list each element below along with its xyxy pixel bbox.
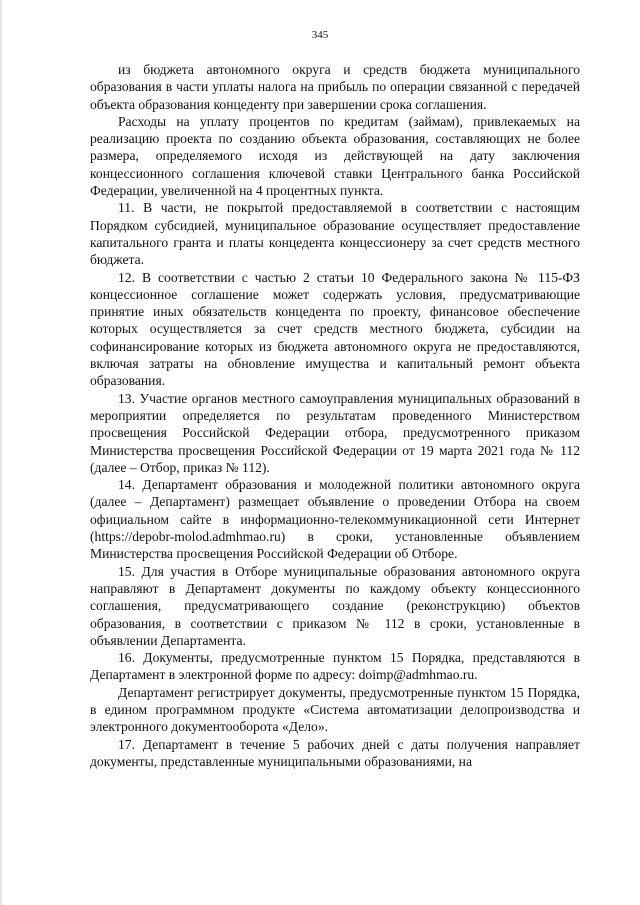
paragraph-16: 16. Документы, предусмотренные пунктом 15 Порядка, представляются в Департамент в электронной форме по адресу: doimp@admhmao.ru.	[90, 650, 580, 683]
paragraph-17: 17. Департамент в течение 5 рабочих дней с даты получения направляет документы, представленные муниципальными образованиями, на	[90, 736, 580, 769]
paragraph-13: 13. Участие органов местного самоуправления муниципальных образований в мероприятии определяется по результатам проведенного Министерством просвещения Российской Федерации отбора, предусмотренного приказом Министерства просвещения Российской Федерации от 19 марта 2021 года № 112 (далее – Отбор, приказ № 112).	[90, 390, 580, 475]
paragraph-11: 11. В части, не покрытой предоставляемой в соответствии с настоящим Порядком субсидией, муниципальное образование осуществляет предоставление капитального гранта и платы концедента концессионеру за счет средств местного бюджета.	[90, 200, 580, 268]
paragraph-continuation: из бюджета автономного округа и средств бюджета муниципального образования в части уплаты налога на прибыль по операции связанной с передачей объекта образования концеденту при завершении срока соглашения.	[90, 62, 580, 112]
document-body	[90, 61, 580, 770]
paragraph-14: 14. Департамент образования и молодежной политики автономного округа (далее – Департамент) размещает объявление о проведении Отбора на своем официальном сайте в информационно-телекоммуникационной сети Интернет (https://depobr-molod.admhmao.ru) в сроки, установленные объявлением Министерства просвещения Российской Федерации об Отборе.	[90, 477, 580, 562]
paragraph-12: 12. В соответствии с частью 2 статьи 10 Федерального закона № 115-ФЗ концессионное соглашение может содержать условия, предусматривающие принятие иных обязательств концедента по проекту, финансовое обеспечение которых осуществляется за счет средств местного бюджета, субсидии на софинансирование которых из бюджета автономного округа не предоставляются, включая затраты на обновление имущества и капитальный ремонт объекта образования.	[90, 269, 580, 389]
paragraph-interest-expenses: Расходы на уплату процентов по кредитам (займам), привлекаемых на реализацию проекта по созданию объекта образования, составляющих не более размера, определяемого исходя из действующей на дату заключения концессионного соглашения ключевой ставки Центрального банка Российской Федерации, увеличенной на 4 процентных пункта.	[90, 113, 580, 199]
page-number: 345	[311, 29, 329, 41]
scan-edge-shadow	[0, 0, 3, 905]
paragraph-15: 15. Для участия в Отборе муниципальные образования автономного округа направляют в Департамент документы по каждому объекту концессионного соглашения, предусматривающего создание (реконструкцию) объектов образования, в соответствии с приказом № 112 в сроки, установленные в объявлении Департамента.	[90, 563, 580, 648]
paragraph-registration: Департамент регистрирует документы, предусмотренные пунктом 15 Порядка, в едином программном продукте «Система автоматизации делопроизводства и электронного документооборота «Дело».	[90, 684, 580, 735]
